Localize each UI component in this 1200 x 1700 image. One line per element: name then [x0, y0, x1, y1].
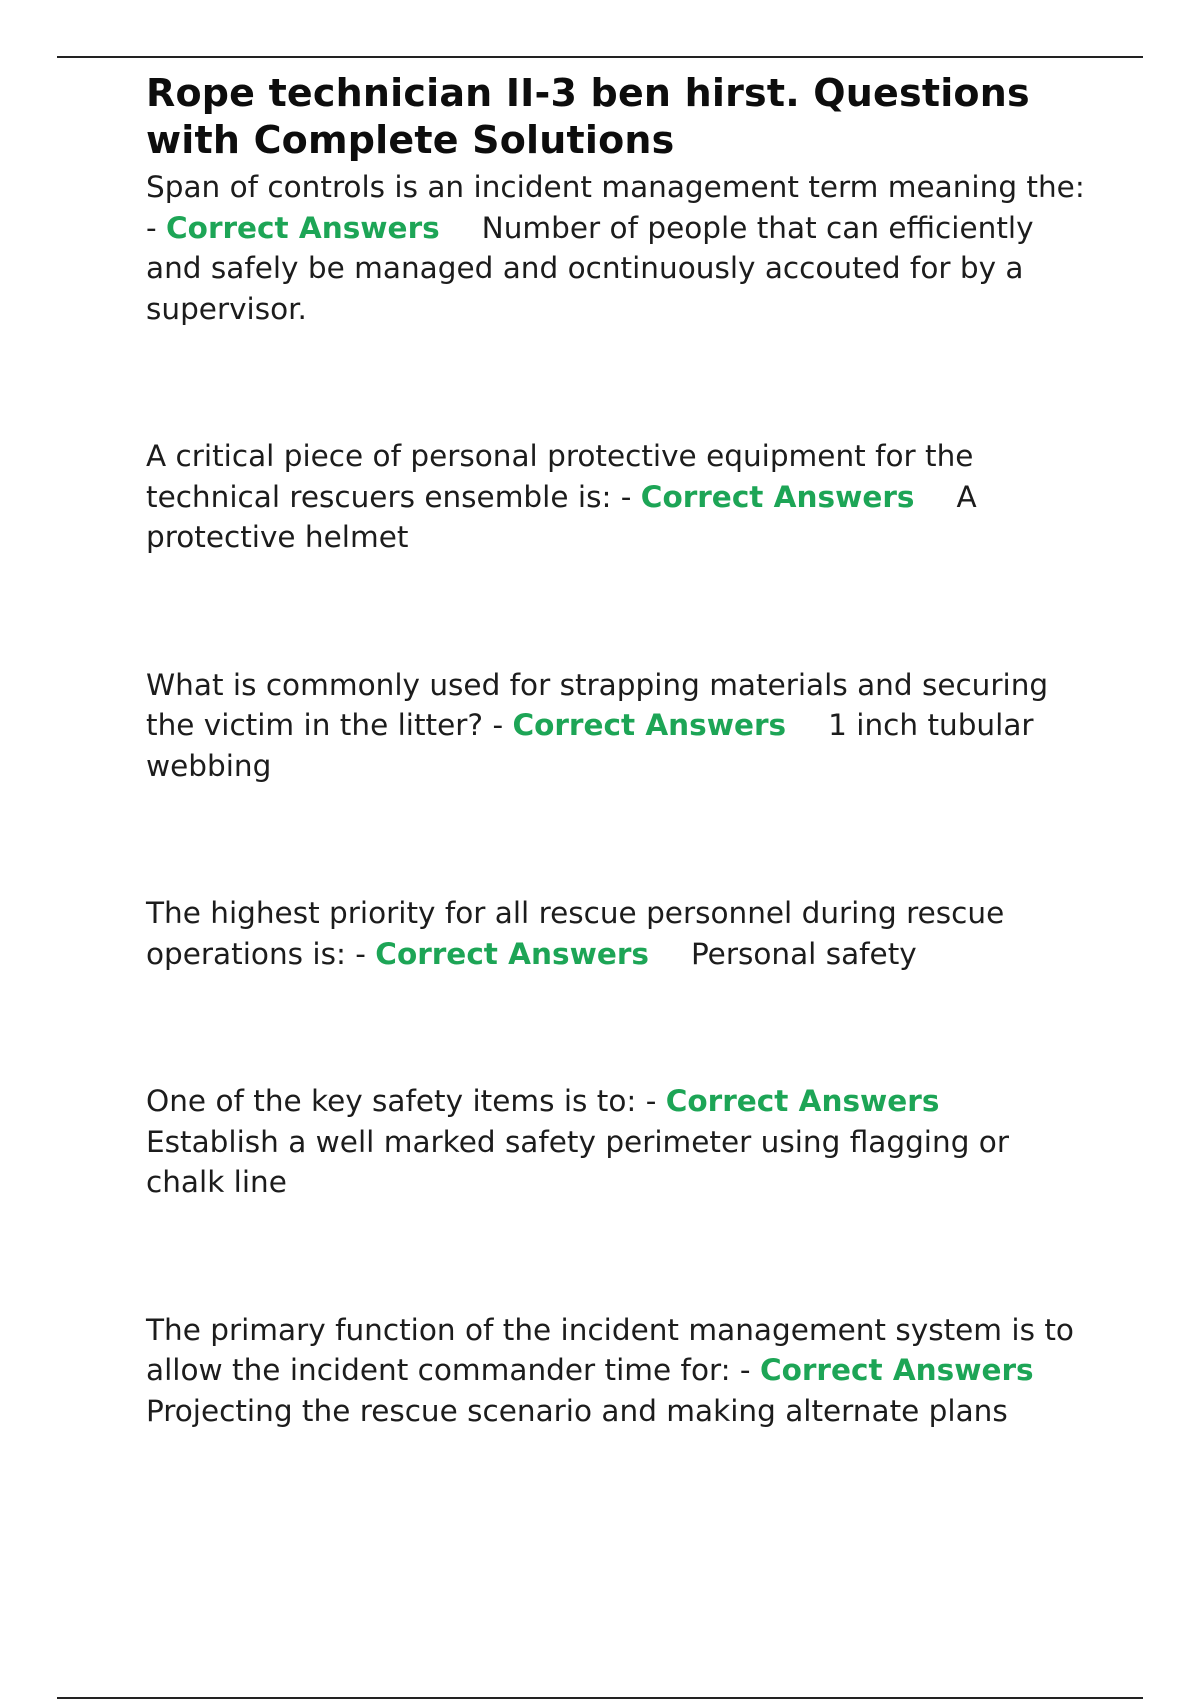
answer-text: Personal safety	[690, 936, 917, 971]
answer-text: 1 inch tubular webbing	[146, 708, 1034, 783]
correct-answers-label: Correct Answers	[166, 210, 440, 245]
answer-text: Projecting the rescue scenario and making alternate plans	[146, 1393, 1008, 1428]
answer-text: Number of people that can efficiently and safely be managed and ocntinuously accouted for by a supervisor.	[146, 210, 1034, 326]
answer-text: A protective helmet	[146, 479, 977, 554]
separator: -	[611, 479, 641, 514]
question-text: What is commonly used for strapping materials and securing the victim in the litter?	[146, 667, 1049, 742]
qa-item	[146, 436, 1086, 558]
qa-item	[146, 1310, 1086, 1432]
correct-answers-label: Correct Answers	[640, 479, 915, 514]
document-title: Rope technician II-3 ben hirst. Questions with Complete Solutions	[146, 71, 1030, 162]
answer-text: Establish a well marked safety perimeter using flagging or chalk line	[146, 1124, 1009, 1199]
qa-item	[146, 893, 1086, 974]
correct-answers-label: Correct Answers	[759, 1353, 1034, 1387]
question-text: The highest priority for all rescue personnel during rescue operations is:	[146, 896, 1005, 971]
qa-item	[146, 1081, 1086, 1203]
footer-rule	[57, 1697, 1143, 1699]
question-text: One of the key safety items is to:	[146, 1084, 637, 1118]
correct-answers-label: Correct Answers	[375, 936, 649, 971]
document-body	[146, 70, 1086, 1431]
separator: -	[345, 936, 376, 971]
separator: -	[636, 1084, 666, 1118]
correct-answers-label: Correct Answers	[665, 1084, 940, 1118]
correct-answers-label: Correct Answers	[512, 708, 787, 742]
header-rule	[57, 56, 1143, 58]
separator: -	[483, 708, 513, 742]
qa-item	[146, 167, 1086, 329]
question-text: Span of controls is an incident management term meaning the:	[146, 170, 1085, 204]
separator: -	[146, 210, 167, 245]
qa-item	[146, 665, 1086, 787]
question-text: A critical piece of personal protective equipment for the technical rescuers ensemble is:	[146, 439, 974, 514]
separator: -	[730, 1353, 760, 1387]
question-text: The primary function of the incident management system is to allow the incident commander time for:	[146, 1312, 1074, 1387]
